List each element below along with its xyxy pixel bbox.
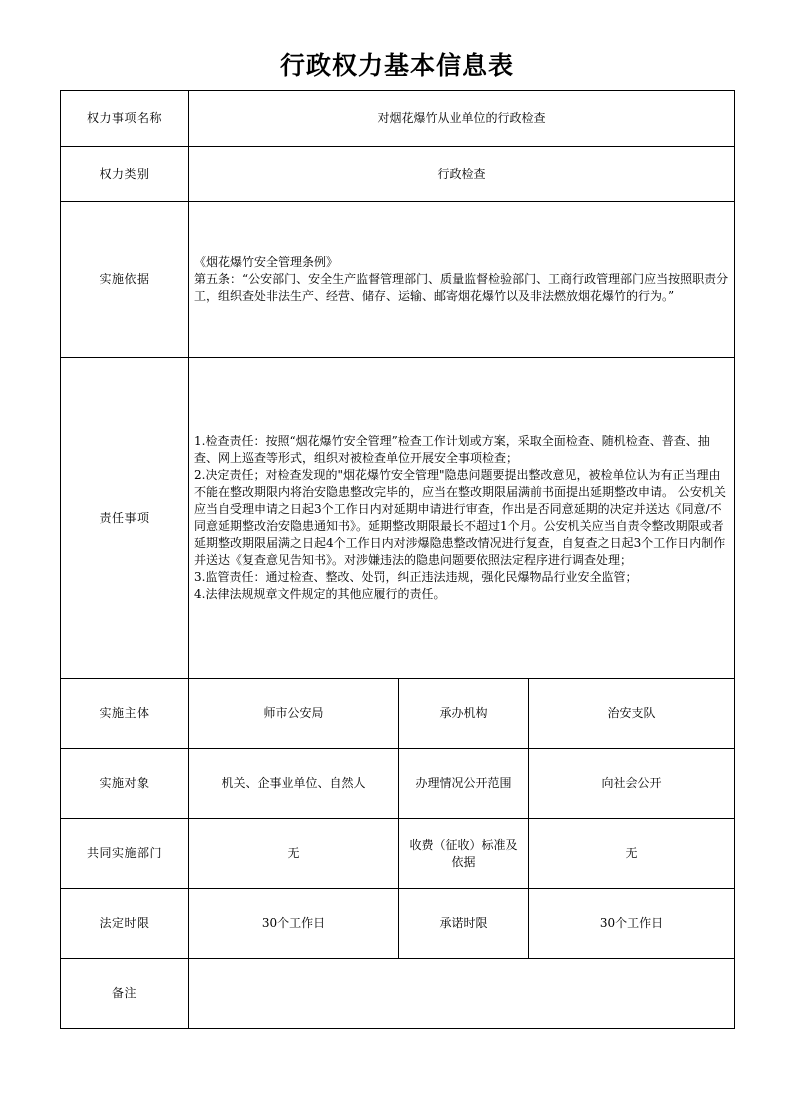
responsibility-line: 1.检查责任：按照“烟花爆竹安全管理”检查工作计划或方案，采取全面检查、随机检查、普查、抽查、网上巡查等形式，组织对被检查单位开展安全事项检查；: [194, 434, 710, 465]
power-name-value: 对烟花爆竹从业单位的行政检查: [189, 91, 735, 147]
row-remarks: [61, 959, 735, 1029]
power-name-label: 权力事项名称: [61, 91, 189, 147]
basis-line: 第五条：“公安部门、安全生产监督管理部门、质量监督检验部门、工商行政管理部门应当按照职责分工，组织查处非法生产、经营、储存、运输、邮寄烟花爆竹以及非法燃放烟花爆竹的行为。”: [194, 272, 729, 303]
basis-content: [189, 202, 735, 358]
remarks-label: 备注: [61, 959, 189, 1029]
row-joint: [61, 819, 735, 889]
info-table: [60, 90, 735, 1029]
basis-line: 《烟花爆竹安全管理条例》: [194, 255, 339, 269]
page-title: 行政权力基本信息表: [279, 51, 514, 80]
responsibility-content: [189, 358, 735, 679]
legal-time-value: 30个工作日: [189, 889, 399, 959]
basis-label: 实施依据: [61, 202, 189, 358]
row-power-name: [61, 91, 735, 147]
joint-dept-value: 无: [189, 819, 399, 889]
row-timelimit: [61, 889, 735, 959]
joint-dept-label: 共同实施部门: [61, 819, 189, 889]
subject-label: 实施主体: [61, 679, 189, 749]
disclosure-value: 向社会公开: [529, 749, 735, 819]
legal-time-label: 法定时限: [61, 889, 189, 959]
promised-time-value: 30个工作日: [529, 889, 735, 959]
row-responsibility: [61, 358, 735, 679]
fee-value: 无: [529, 819, 735, 889]
power-category-value: 行政检查: [189, 147, 735, 202]
responsibility-line: 3.监管责任：通过检查、整改、处罚，纠正违法违规，强化民爆物品行业安全监管；: [194, 570, 638, 584]
agency-label: 承办机构: [399, 679, 529, 749]
agency-value: 治安支队: [529, 679, 735, 749]
responsibility-line: 2.决定责任；对检查发现的"烟花爆竹安全管理"隐患问题要提出整改意见，被检单位认为有正当理由不能在整改期限内将治安隐患整改完毕的，应当在整改期限届满前书面提出延期整改申请。 公安机关应当自受理申请之日起3个工作日内对延期申请进行审查，作出是否同意延期的决定并送达《同意/不同意延期整改治安隐患通知书》。延期整改期限最长不超过1个月。公安机关应当自责令整改期限或者延期整改期限届满之日起4个工作日内对涉爆隐患整改情况进行复查，自复查之日起3个工作日内制作并送达《复查意见告知书》。对涉嫌违法的隐患问题要依照法定程序进行调查处理；: [194, 468, 726, 567]
subject-value: 师市公安局: [189, 679, 399, 749]
power-category-label: 权力类别: [61, 147, 189, 202]
fee-label: 收费（征收）标准及依据: [399, 819, 529, 889]
row-basis: [61, 202, 735, 358]
disclosure-label: 办理情况公开范围: [399, 749, 529, 819]
responsibility-line: 4.法律法规规章文件规定的其他应履行的责任。: [194, 587, 446, 601]
row-target: [61, 749, 735, 819]
row-power-category: [61, 147, 735, 202]
responsibility-label: 责任事项: [61, 358, 189, 679]
target-value: 机关、企事业单位、自然人: [189, 749, 399, 819]
promised-time-label: 承诺时限: [399, 889, 529, 959]
row-subject: [61, 679, 735, 749]
remarks-value: [189, 959, 735, 1029]
target-label: 实施对象: [61, 749, 189, 819]
